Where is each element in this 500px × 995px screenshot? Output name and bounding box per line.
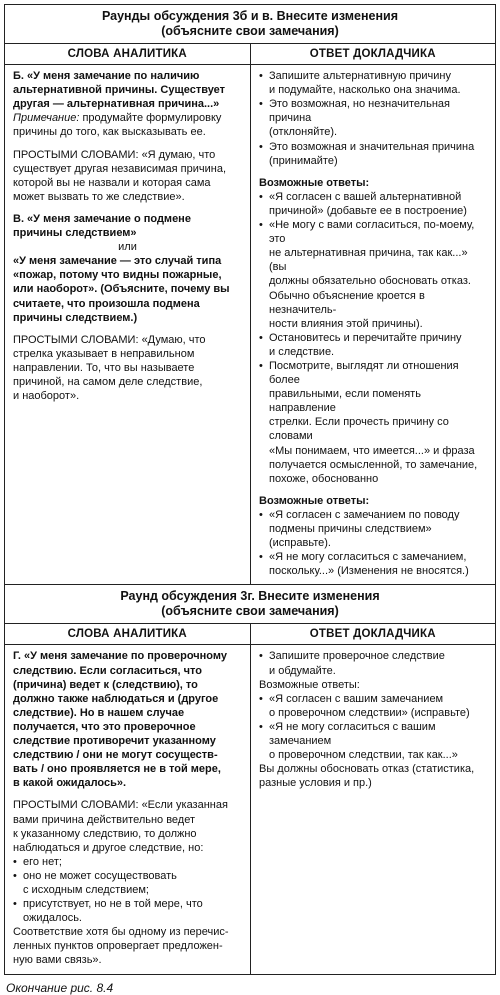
list-item: • «Не могу с вами согласиться, по-моему, это не альтернативная причина, так как...» (вы должны обязательно обосновать отказ. Обычно объяснение кроется в незначитель- ности влияния этой причины). — [259, 218, 487, 331]
possible-answers-heading: Возможные ответы: — [259, 176, 370, 189]
simple-words-g: ПРОСТЫМИ СЛОВАМИ: «Если указанная вами причина действительно ведет к указанному следствию, то должно наблюдаться и другое следствие, но: — [13, 799, 228, 854]
list-item: • Остановитесь и перечитайте причину и следствие. — [259, 331, 487, 359]
simple-words-b: ПРОСТЫМИ СЛОВАМИ: «Я думаю, что существует другая независимая причина, которой вы не назвали и которая сама может вызвать то же следствие». — [13, 148, 227, 203]
conclusion-text: Соответствие хотя бы одному из перечис- ленных пунктов опровергает предложен- ную вами связь». — [13, 926, 229, 967]
list-item: • присутствует, но не в той мере, что ожидалось. — [13, 897, 242, 925]
remark-g: Г. «У меня замечание по проверочному следствию. Если согласиться, что (причина) ведет к (следствию), то должно также наблюдаться и (другое следствие). Но в нашем случае получается, что это проверочное следствие противоречит указанному следствию / они не могут сосуществ- вать / оно проявляется не в той мере, в какой ожидалось». — [13, 650, 227, 790]
answers-list-2 — [259, 508, 487, 578]
possible-answers-heading: Возможные ответы: — [259, 678, 360, 691]
list-item: • «Я согласен с вашей альтернативной причиной» (добавьте ее в построение) — [259, 190, 487, 218]
list-item: • его нет; — [13, 855, 242, 869]
column-headers-1 — [5, 43, 495, 64]
refusal-note: Вы должны обосновать отказ (статистика, разные условия и пр.) — [259, 763, 475, 790]
list-item: • «Я не могу согласиться с замечанием, поскольку...» (Изменения не вносятся.) — [259, 550, 487, 578]
instructions-list-1 — [259, 69, 487, 168]
analyst-words-1 — [5, 65, 250, 584]
list-item: • Посмотрите, выглядят ли отношения более правильными, если поменять направление стрелки. Если прочесть причину со словами «Мы понимаем, что имеется...» и фраза получается осмысленной, то замечание, похоже, обоснованно — [259, 359, 487, 486]
figure-caption: Окончание рис. 8.4 — [6, 980, 114, 995]
simple-words-v: ПРОСТЫМИ СЛОВАМИ: «Думаю, что стрелка указывает в неправильном направлении. То, что вы называете причиной, на самом деле следствие, и наоборот». — [13, 333, 206, 403]
header-analyst: СЛОВА АНАЛИТИКА — [67, 48, 187, 60]
instructions-list-2 — [259, 649, 487, 677]
answers-list-3 — [259, 692, 487, 762]
remark-b-note: Примечание: продумайте формулировку причины до того, как высказывать ее. — [13, 112, 222, 139]
answers-list-1 — [259, 190, 487, 486]
section-body-1 — [5, 64, 495, 584]
presenter-response-1 — [250, 65, 495, 584]
header-presenter: ОТВЕТ ДОКЛАДЧИКА — [250, 44, 496, 64]
remark-v-alt: «У меня замечание — это случай типа «пожар, потому что видны пожарные, или наоборот». (Объясните, почему вы считаете, что произошла подмена причины следствием.) — [13, 255, 230, 324]
list-item: • Это возможная, но незначительная причина (отклоняйте). — [259, 97, 487, 139]
figure-page — [4, 4, 496, 995]
section-body-2 — [5, 644, 495, 973]
analyst-words-2 — [5, 645, 250, 973]
list-item: • «Я согласен с замечанием по поводу подмены причины следствием» (исправьте). — [259, 508, 487, 550]
remark-b: Б. «У меня замечание по наличию альтернативной причины. Существует другая — альтернативная причина...» — [13, 70, 226, 111]
section-title-3bv: Раунды обсуждения 3б и в. Внесите изменения (объясните свои замечания) — [101, 9, 398, 38]
list-item: • Запишите альтернативную причину и подумайте, насколько она значима. — [259, 69, 487, 97]
figure-table — [4, 4, 496, 975]
list-item: • «Я согласен с вашим замечанием о проверочном следствии» (исправьте) — [259, 692, 487, 720]
list-item: • «Я не могу согласиться с вашим замечанием о проверочном следствии, так как...» — [259, 720, 487, 762]
or-label: или — [118, 241, 137, 254]
list-item: • Запишите проверочное следствие и обдумайте. — [259, 649, 487, 677]
conditions-list — [13, 855, 242, 925]
column-headers-2 — [5, 623, 495, 644]
list-item: • оно не может сосуществовать с исходным следствием; — [13, 869, 242, 897]
section-title-3g: Раунд обсуждения 3г. Внесите изменения (объясните свои замечания) — [120, 589, 380, 619]
remark-v: В. «У меня замечание о подмене причины следствием» — [13, 212, 191, 240]
list-item: • Это возможная и значительная причина (принимайте) — [259, 140, 487, 168]
possible-answers-heading: Возможные ответы: — [259, 494, 370, 507]
presenter-response-2 — [250, 645, 495, 973]
header-presenter: ОТВЕТ ДОКЛАДЧИКА — [250, 624, 496, 644]
header-analyst: СЛОВА АНАЛИТИКА — [67, 628, 187, 641]
